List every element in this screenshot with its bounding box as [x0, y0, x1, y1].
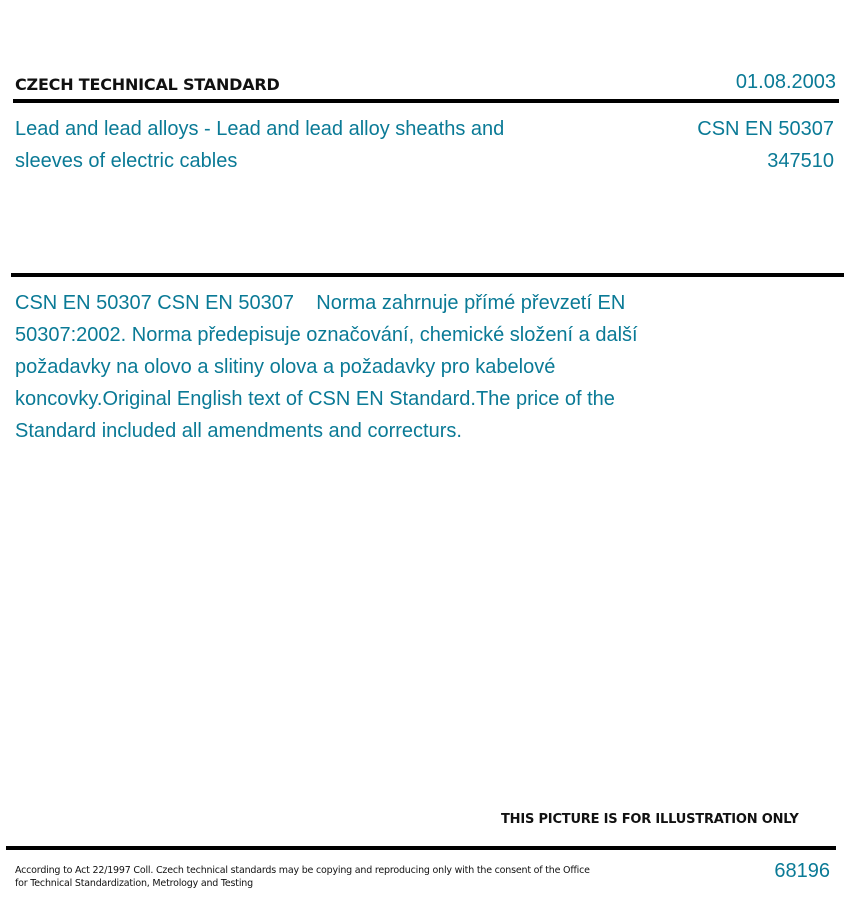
legal-notice-line-1: According to Act 22/1997 Coll. Czech technical standards may be copying and reproducing only with the consent of the Office	[15, 865, 590, 876]
bottom-divider	[6, 846, 836, 850]
standard-code: CSN EN 50307	[697, 118, 834, 140]
standard-class-number: 347510	[767, 150, 834, 172]
illustration-note: THIS PICTURE IS FOR ILLUSTRATION ONLY	[501, 812, 799, 827]
standard-description: CSN EN 50307 CSN EN 50307 Norma zahrnuje přímé převzetí EN 50307:2002. Norma předepisuje označování, chemické složení a další požadavky na olovo a slitiny olova a požadavky pro kabelové koncovky.Original English text of CSN EN Standard.The price of the Standard included all amendments and correcturs.	[15, 292, 644, 442]
publication-date: 01.08.2003	[735, 71, 836, 93]
document-type-heading: CZECH TECHNICAL STANDARD	[15, 75, 280, 94]
standard-code-block	[697, 113, 834, 177]
middle-divider	[11, 273, 844, 277]
legal-notice	[15, 864, 595, 890]
product-id: 68196	[774, 860, 830, 882]
legal-notice-line-2: for Technical Standardization, Metrology and Testing	[15, 878, 253, 889]
top-divider	[13, 99, 839, 103]
standard-title: Lead and lead alloys - Lead and lead alloy sheaths and sleeves of electric cables	[15, 118, 505, 172]
